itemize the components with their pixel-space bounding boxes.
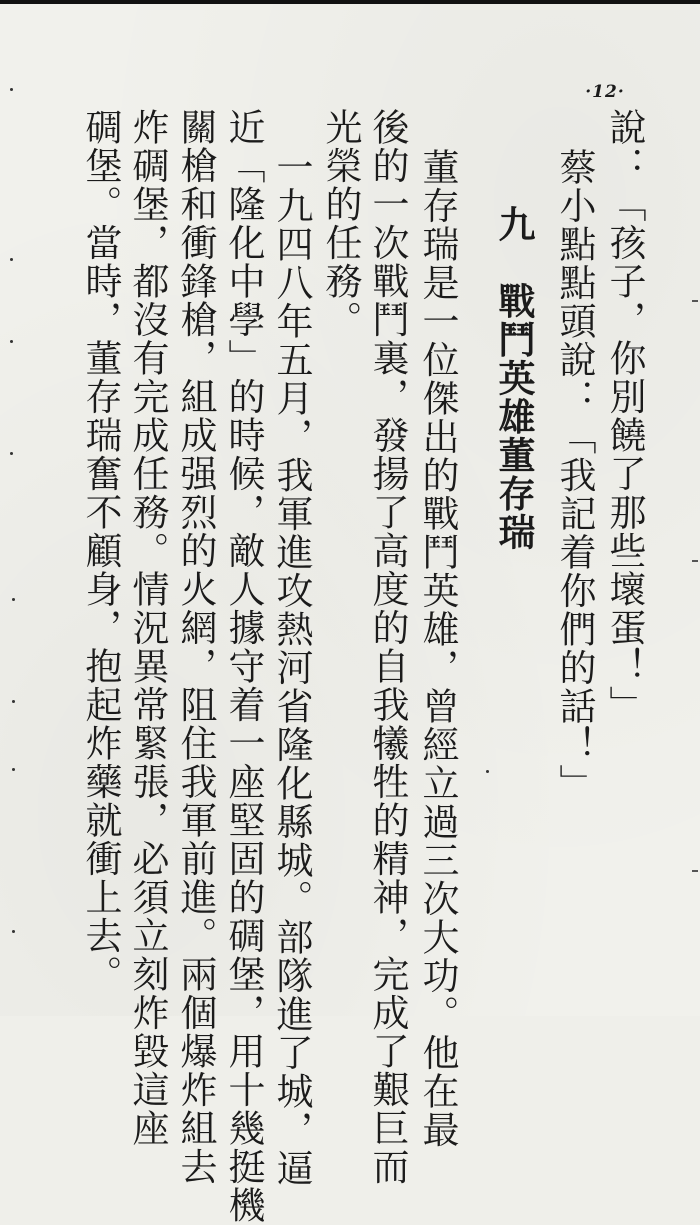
scan-speck [486, 770, 489, 773]
text-column-3: 董存瑞是一位傑出的戰鬥英雄，曾經立過三次大功。他在最 [416, 148, 459, 1149]
scan-speck [12, 768, 15, 771]
text-column-5: 光榮的任務。 [319, 108, 362, 339]
edge-mark [692, 560, 698, 562]
edge-mark [692, 870, 698, 872]
scan-speck [12, 700, 15, 703]
text-column-9: 炸碉堡，都沒有完成任務。情況異常緊張，必須立刻炸毀這座 [126, 108, 169, 1148]
section-heading: 九 戰鬥英雄董存瑞 [492, 205, 536, 552]
scan-speck [10, 452, 13, 455]
scan-speck [12, 930, 15, 933]
text-column-8: 關槍和衝鋒槍，組成强烈的火網，阻住我軍前進。兩個爆炸組去 [174, 108, 217, 1186]
text-column-1: 說：「孩子，你別饒了那些壞蛋！」 [603, 108, 646, 724]
text-column-6: 一九四八年五月，我軍進攻熱河省隆化縣城。部隊進了城，逼 [270, 148, 313, 1188]
edge-mark [692, 300, 698, 302]
scan-speck [10, 258, 13, 261]
text-column-4: 後的一次戰鬥裏，發揚了高度的自我犧牲的精神，完成了艱巨而 [366, 108, 409, 1186]
scan-speck [10, 340, 13, 343]
text-column-10: 碉堡。當時，董存瑞奮不顧身，抱起炸藥就衝上去。 [79, 108, 122, 994]
scan-speck [12, 598, 15, 601]
text-column-2: 蔡小點點頭說：「我記着你們的話！」 [553, 148, 596, 803]
scan-speck [10, 88, 13, 91]
top-border [0, 0, 700, 4]
page-number: ·12· [585, 82, 625, 102]
text-column-7: 近「隆化中學」的時候，敵人據守着一座堅固的碉堡，用十幾挺機 [222, 108, 265, 1225]
